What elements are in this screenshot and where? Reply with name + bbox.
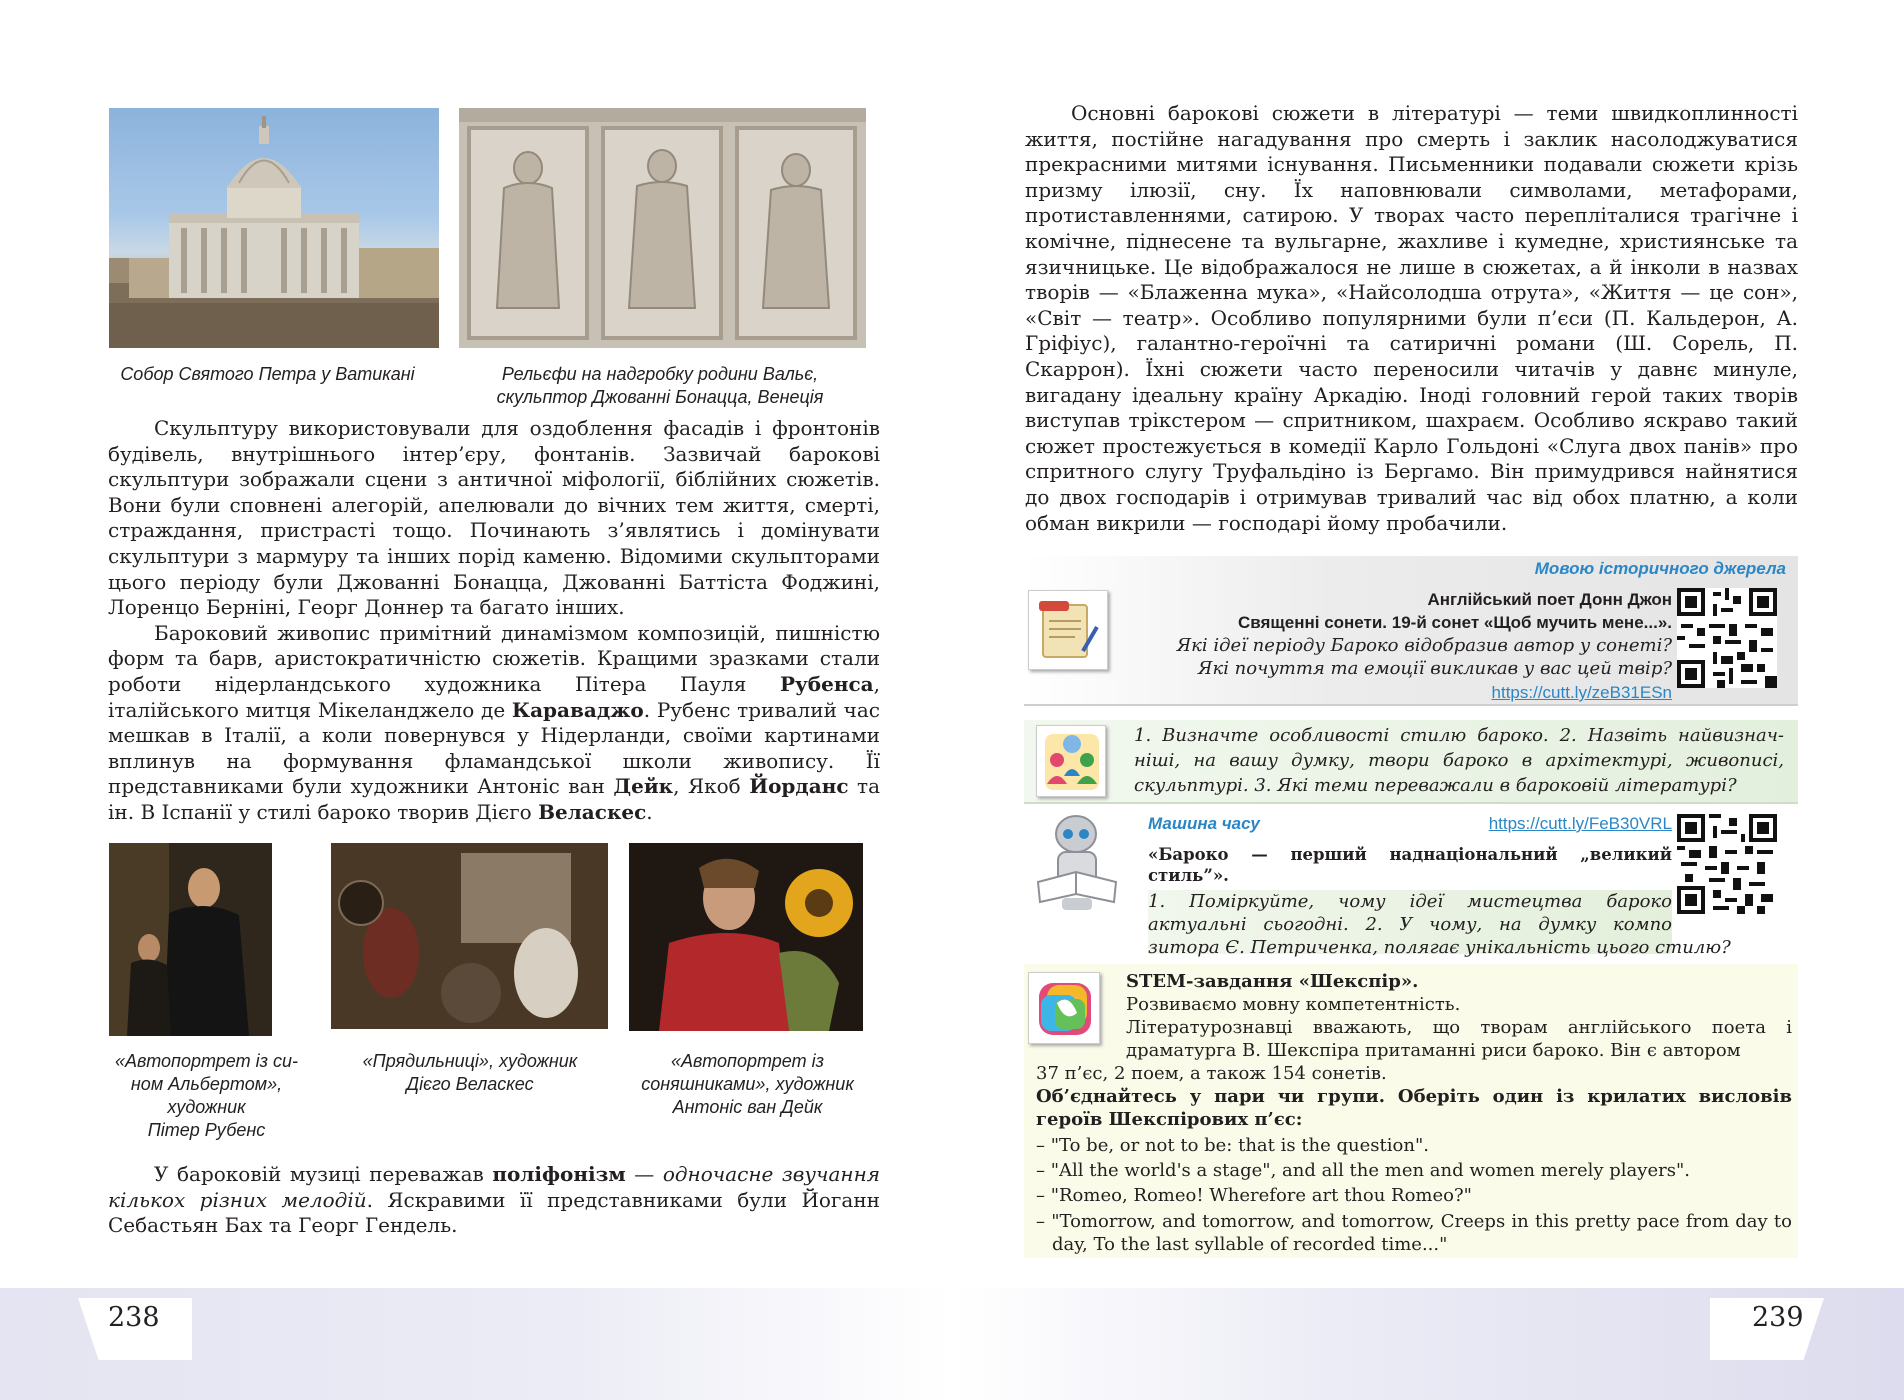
stem-line2: Літературознавці вважають, що творам англійського поета і драматурга В. Шекспіра притаманні риси бароко. Він є автором: [1126, 1017, 1792, 1061]
time-machine-q-line1: 1. Поміркуйте, чому ідеї мистецтва бароко: [1148, 891, 1672, 912]
valier-tomb-reliefs-image: [459, 108, 866, 348]
stem-quote-1: – "To be, or not to be: that is the question".: [1036, 1135, 1429, 1156]
source-work-title: Священні сонети. 19-й сонет «Щоб мучить мене...».: [1237, 613, 1672, 632]
caption-velazquez-line2: Дієго Веласкес: [406, 1074, 534, 1094]
stem-colorful-icon: [1028, 972, 1100, 1044]
scroll-document-icon: [1028, 590, 1108, 670]
caption-reliefs-line2: скульптор Джованні Бонацца, Венеція: [496, 387, 824, 407]
page-footer-band: [0, 1288, 1904, 1400]
caption-rubens-line1: «Автопортрет із си-: [115, 1051, 298, 1071]
caption-dyck-line3: Антоніс ван Дейк: [672, 1097, 823, 1117]
sculpture-and-painting-text: [108, 416, 880, 826]
qr-code-time-machine[interactable]: [1677, 814, 1777, 914]
rubens-self-portrait-image: [109, 843, 272, 1036]
source-link[interactable]: https://cutt.ly/zeB31ESn: [1491, 683, 1672, 702]
time-machine-link[interactable]: https://cutt.ly/FeB30VRL: [1488, 814, 1672, 833]
literature-paragraph: Основні барокові сюжети в літературі — теми швидкоплинності життя, постійне нагадування про смерть і заклик насолоджуватися прекрасними митями існування. Письменники подавали сюжети крізь призму ілюзії, сну. Їх наповнювали символами, метафорами, протиставленнями, сатирою. У творах часто перепліталися трагічне і комічне, піднесене та вульгарне, жахливе і кумедне, християнське та язичницьке. Це відображалося не лише в сюжетах, а й інколи в назвах творів — «Блаженна мука», «Найсолодша отрута», «Життя — це сон», «Світ — театр». Особливо популярними були п’єси (П. Кальдерон, А. Гріфіус), галантно-героїчні та сатиричні романи (Ш. Сорель, П. Скаррон). Їхні сюжети часто переносили читачів у давнє минуле, вигадану ідеальну країну Аркадію. Іноді головний герой таких творів виступав трікстером — спритником, шахраєм. Особливо яскраво такий сюжет простежується в комедії Карло Гольдоні «Слуга двох панів» про спритного слугу Труфальдіно із Бергамо. Він примудрився найнятися до двох господарів і отримував тривалий час від обох платню, а коли обман викрили — господарі йому пробачили.: [1025, 101, 1798, 535]
caption-rubens-line4: Пітер Рубенс: [147, 1120, 266, 1140]
stem-text-bottom: [1036, 1062, 1792, 1256]
caption-rubens: [104, 1050, 309, 1142]
caption-rubens-line2: ном Альбертом»,: [130, 1074, 283, 1094]
stem-line3: 37 п’єс, 2 поем, а також 154 сонетів.: [1036, 1063, 1387, 1084]
time-machine-title: Машина часу: [1148, 814, 1260, 833]
time-machine-q-line3: зитора Є. Петриченка, полягає унікальність цього стилю?: [1148, 937, 1731, 958]
time-machine-box: [1024, 810, 1798, 960]
stem-text-top: [1126, 970, 1792, 1062]
time-machine-bold-line2: стиль”».: [1148, 866, 1229, 885]
jordaens-bold: Йорданс: [749, 774, 849, 799]
stem-title: STEM-завдання «Шекспір».: [1126, 971, 1419, 992]
group-discussion-icon: [1036, 725, 1106, 797]
polyphony-bold: поліфонізм: [492, 1162, 626, 1186]
questions-box: [1024, 720, 1798, 804]
caption-van-dyck: [620, 1050, 875, 1119]
time-machine-q-line2: актуальні сьогодні. 2. У чому, на думку компо: [1148, 914, 1672, 935]
page-number-right: 239: [1752, 1302, 1804, 1333]
caption-velazquez: [340, 1050, 600, 1096]
stem-quote-2: – "All the world's a stage", and all the men and women merely players".: [1036, 1160, 1690, 1181]
dyck-bold: Дейк: [613, 774, 674, 799]
stem-quote-3: – "Romeo, Romeo! Wherefore art thou Romeo?": [1036, 1185, 1472, 1206]
questions-text: 1. Визначте особливості стилю бароко. 2. Назвіть найвизначніші, на вашу думку, твори бароко в архітектурі, живописі, скульптурі. 3. Які теми переважали в бароковій літературі?: [1134, 725, 1784, 796]
stem-quote-4: – "Tomorrow, and tomorrow, and tomorrow, Creeps in this pretty pace from day to day, To the last syllable of recorded time...": [1036, 1211, 1792, 1255]
caption-reliefs-line1: Рельєфи на надгробку родини Вальє,: [501, 364, 819, 384]
sculpture-paragraph: Скульптуру використовували для оздоблення фасадів і фронтонів будівель, внутрішнього інтер’єру, фонтанів. Зазвичай барокові скульптури зображали сцени з античної міфології, біблійних сюжетів. Вони були сповнені алегорій, апелювали до вічних тем життя, смерті, страждання, пристрасті тощо. Починають з’являтись і домінувати скульптури з мармуру та інших порід каменю. Відомими скульпторами цього періоду були Джованні Бонацца, Джованні Баттіста Фоджині, Лоренцо Берніні, Георг Доннер та багато інших.: [108, 416, 880, 620]
source-box-questions: [1134, 634, 1672, 680]
st-peters-basilica-image: [109, 108, 439, 348]
rubens-bold: Рубенса: [779, 671, 874, 696]
stem-task-box: [1024, 964, 1798, 1258]
qr-code-source[interactable]: [1677, 588, 1777, 688]
caravaggio-bold: Караваджо: [511, 697, 644, 722]
source-box-header: Мовою історичного джерела: [1534, 559, 1786, 578]
page-number-left: 238: [108, 1302, 160, 1333]
painting-paragraph: Бароковий живопис примітний динамізмом композицій, пишністю форм та барв, аристократичністю сюжетів. Кращими зразками стали роботи нідерландського художника Пітера Пауля Рубенса, італійського митця Мікеланджело де Караваджо. Рубенс тривалий час мешкав в Італії, а коли повернувся у Нідерланди, своїми картинами вплинув на формування фламандської школи живопису. Її представниками були художники Антоніс ван Дейк, Якоб Йорданс та ін. В Іспанії у стилі бароко творив Дієго Веласкес.: [108, 620, 880, 824]
caption-rubens-line3: художник: [167, 1097, 246, 1117]
source-author: Англійський поет Донн Джон: [1427, 590, 1672, 609]
caption-reliefs: [470, 363, 850, 409]
polyphony-definition: одночасне звучання кількох різних мелодій: [108, 1162, 880, 1212]
reading-robot-icon: [1028, 812, 1128, 914]
source-question-2: Які почуття та емоції викликав у вас цей твір?: [1197, 658, 1672, 679]
caption-velazquez-line1: «Прядильниці», художник: [362, 1051, 578, 1071]
historical-source-box: [1024, 556, 1798, 706]
time-machine-bold-line1: «Бароко — перший наднаціональний „великий: [1148, 845, 1672, 864]
velazquez-bold: Веласкес: [538, 799, 647, 824]
spinners-painting-image: [331, 843, 608, 1029]
van-dyck-self-portrait-image: [629, 843, 863, 1031]
source-box-title: [1134, 588, 1672, 634]
caption-dyck-line1: «Автопортрет із: [671, 1051, 824, 1071]
caption-dyck-line2: соняшниками», художник: [641, 1074, 854, 1094]
stem-line1: Розвиваємо мовну компетентність.: [1126, 994, 1461, 1015]
music-paragraph: У бароковій музиці переважав поліфонізм — одночасне звучання кількох різних мелодій. Яскравими її представниками були Йоганн Себастьян Бах та Георг Гендель.: [108, 1162, 880, 1238]
source-question-1: Які ідеї періоду Бароко відобразив автор у сонеті?: [1176, 635, 1672, 656]
stem-task: Об’єднайтесь у пари чи групи. Оберіть один із крилатих висловів героїв Шекспірових п’єс:: [1036, 1086, 1792, 1130]
caption-cathedral: Собор Святого Петра у Ватикані: [120, 364, 415, 384]
